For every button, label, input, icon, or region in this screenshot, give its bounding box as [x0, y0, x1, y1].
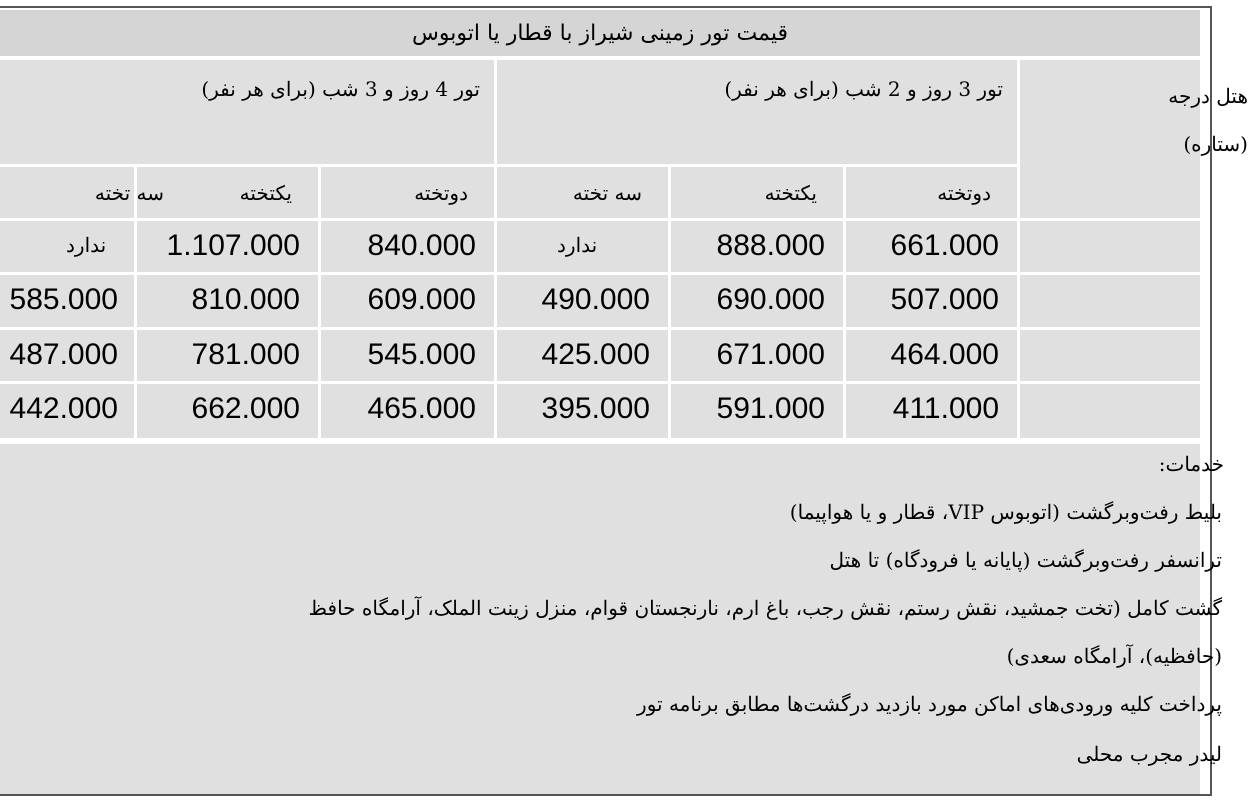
- price-cell: 411.000: [846, 384, 1017, 438]
- tour-4day-header: تور 4 روز و 3 شب (برای هر نفر): [0, 60, 494, 164]
- services-section: [0, 444, 1224, 794]
- price-cell: 464.000: [846, 330, 1017, 381]
- grade-cell: [1020, 384, 1200, 438]
- hotel-grade-header-text: هتل درجه (ستاره): [1168, 84, 1248, 156]
- tour-3day-header: تور 3 روز و 2 شب (برای هر نفر): [497, 60, 1017, 164]
- price-cell: 395.000: [497, 384, 668, 438]
- grade-cell: [1020, 221, 1200, 272]
- grade-cell: [1020, 275, 1200, 327]
- price-cell: 465.000: [321, 384, 494, 438]
- price-cell: 662.000: [137, 384, 318, 438]
- t4-triple-header: [0, 167, 164, 218]
- price-cell: 1.107.000: [137, 221, 318, 272]
- price-cell: 840.000: [321, 221, 494, 272]
- grade-cell: [1020, 330, 1200, 381]
- service-item: پرداخت کلیه ورودی‌های اماکن مورد بازدید درگشت‌ها مطابق برنامه تور: [637, 692, 1222, 716]
- t3-triple-header: سه تخته: [497, 167, 668, 218]
- table-title: قیمت تور زمینی شیراز با قطار یا اتوبوس: [0, 10, 1200, 56]
- price-cell: ندارد: [0, 221, 134, 272]
- price-cell: 591.000: [671, 384, 843, 438]
- t3-double-header: دوتخته: [846, 167, 1017, 218]
- service-item: لیدر مجرب محلی: [1076, 742, 1222, 766]
- service-item: (حافظیه)، آرامگاه سعدی): [1006, 644, 1222, 668]
- t4-single-header: یکتخته: [137, 167, 318, 218]
- hotel-grade-header: [1020, 60, 1248, 218]
- price-cell: 425.000: [497, 330, 668, 381]
- price-cell: 781.000: [137, 330, 318, 381]
- price-cell: 487.000: [0, 330, 134, 381]
- price-cell: 690.000: [671, 275, 843, 327]
- services-heading: خدمات:: [1158, 452, 1224, 476]
- price-cell: ندارد: [497, 221, 668, 272]
- service-item: ترانسفر رفت‌وبرگشت (پایانه یا فرودگاه) تا هتل: [829, 548, 1222, 572]
- price-cell: 442.000: [0, 384, 134, 438]
- price-cell: 609.000: [321, 275, 494, 327]
- price-cell: 490.000: [497, 275, 668, 327]
- t4-double-header: دوتخته: [321, 167, 494, 218]
- t4-triple-header-text: سه تخته: [94, 181, 164, 205]
- price-cell: 888.000: [671, 221, 843, 272]
- price-cell: 507.000: [846, 275, 1017, 327]
- price-cell: 661.000: [846, 221, 1017, 272]
- price-cell: 545.000: [321, 330, 494, 381]
- price-cell: 810.000: [137, 275, 318, 327]
- price-cell: 585.000: [0, 275, 134, 327]
- price-cell: 671.000: [671, 330, 843, 381]
- t3-single-header: یکتخته: [671, 167, 843, 218]
- service-item: بلیط رفت‌وبرگشت (اتوبوس VIP، قطار و یا هواپیما): [789, 500, 1222, 524]
- service-item: گشت کامل (تخت جمشید، نقش رستم، نقش رجب، باغ ارم، نارنجستان قوام، منزل زینت الملک، آرامگاه حافظ: [308, 596, 1222, 620]
